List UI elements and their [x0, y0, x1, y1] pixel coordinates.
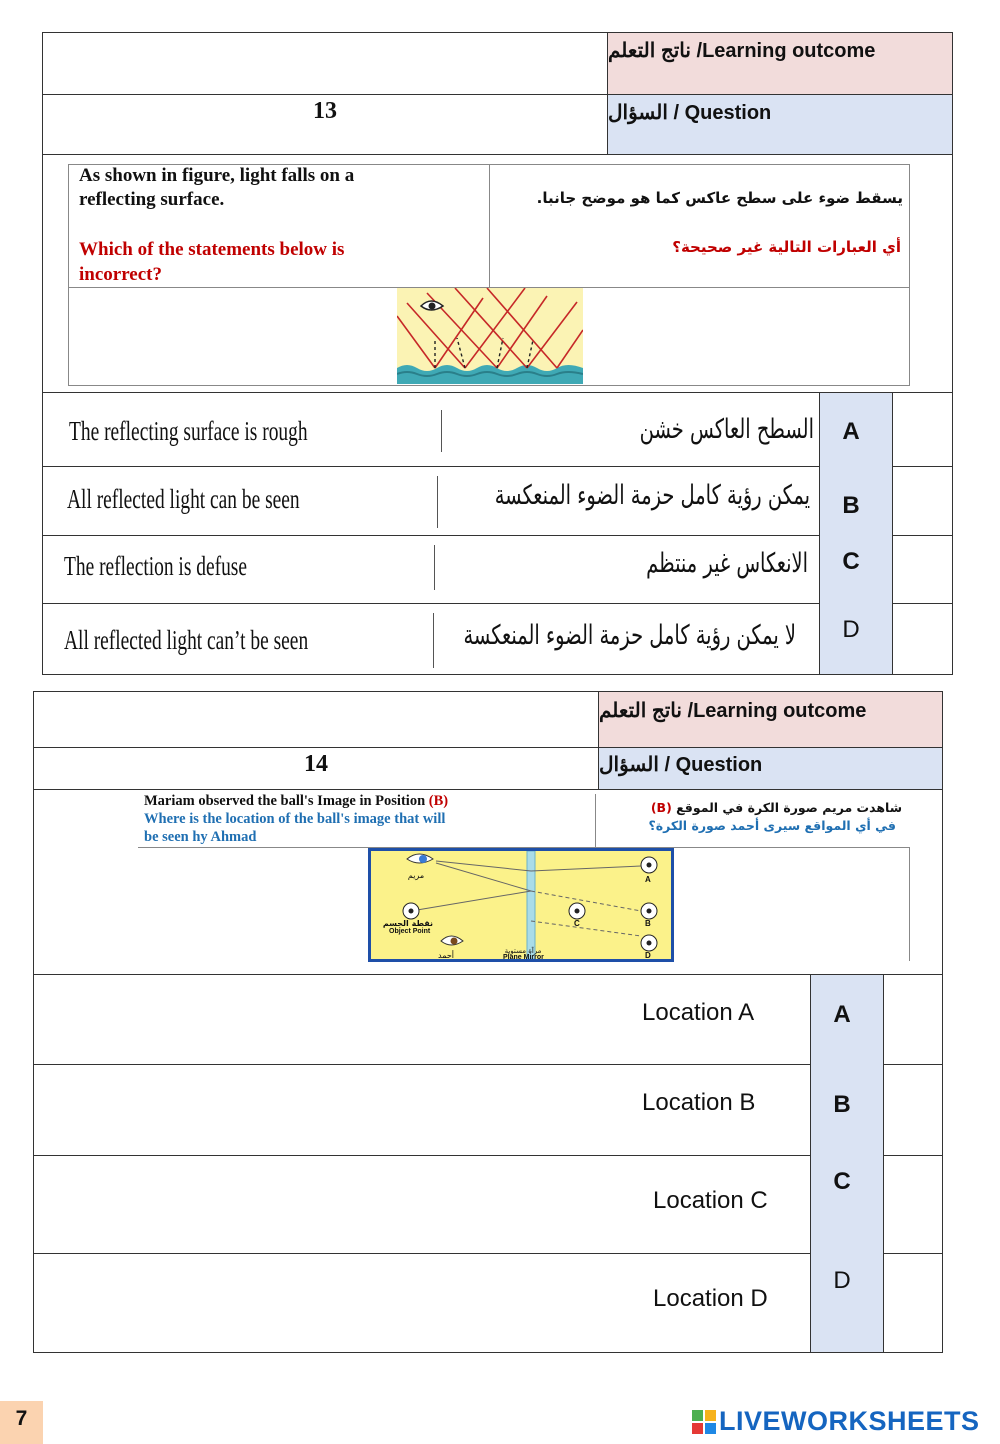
option-a-en: The reflecting surface is rough [69, 416, 308, 446]
location-d-letter: D [833, 1267, 851, 1294]
stem14-ar-line2: في أي المواقع سيرى أحمد صورة الكرة؟ [648, 818, 896, 833]
location-b-letter: B [833, 1091, 851, 1118]
stem-en-question-line2: incorrect? [79, 264, 162, 285]
option-c-en: The reflection is defuse [64, 551, 247, 581]
option-b-ar: يمكن رؤية كامل حزمة الضوء المنعكسة [494, 480, 810, 511]
stem-en-line1: As shown in figure, light falls on a [79, 165, 355, 186]
stem-en-line2: reflecting surface. [79, 189, 225, 210]
stem14-en-line1: Mariam observed the ball's Image in Position (B) [144, 793, 449, 809]
location-b-answer-box[interactable] [884, 1065, 942, 1155]
fig-object-en: Object Point [389, 928, 431, 935]
option-b-en: All reflected light can be seen [67, 484, 300, 514]
fig-mirror-ar: مرآة مستوية [504, 947, 542, 955]
option-c-answer-box[interactable] [893, 536, 952, 603]
location-a-text: Location A [642, 999, 755, 1026]
stem-en-question-line1: Which of the statements below is [79, 239, 345, 260]
page-number: 7 [15, 1407, 28, 1430]
plane-mirror-figure [368, 848, 674, 962]
option-d-letter: D [842, 616, 860, 643]
option-letter-column-14 [811, 975, 883, 1352]
learning-outcome-value-14[interactable] [34, 692, 598, 747]
fig-point-b: B [645, 919, 651, 928]
question-number-14: 14 [304, 751, 328, 777]
fig-mariam: مريم [407, 871, 425, 880]
liveworksheets-wordmark: LIVEWORKSHEETS [719, 1406, 980, 1436]
stem-ar-question: أي العبارات التالية غير صحيحة؟ [672, 238, 901, 256]
learning-outcome-value[interactable] [43, 33, 607, 94]
question-label: Question / السؤال [608, 102, 772, 124]
fig-point-d: D [645, 951, 651, 960]
option-d-en: All reflected light can’t be seen [64, 625, 309, 655]
option-c-letter: C [842, 548, 860, 575]
fig-point-a: A [645, 875, 651, 884]
location-d-text: Location D [653, 1285, 768, 1312]
stem14-en-line3: be seen hy Ahmad [144, 829, 257, 845]
location-c-letter: C [833, 1168, 851, 1195]
option-a-ar: السطح العاكس خشن [639, 414, 814, 445]
liveworksheets-logo [692, 1406, 988, 1438]
stem-ar: يسقط ضوء على سطح عاكس كما هو موضح جانبا. [536, 189, 903, 207]
location-c-text: Location C [653, 1187, 768, 1214]
option-b-answer-box[interactable] [893, 467, 952, 535]
option-a-answer-box[interactable] [893, 393, 952, 466]
option-a-letter: A [842, 418, 860, 445]
location-a-answer-box[interactable] [884, 975, 942, 1064]
learning-outcome-label-14: Learning outcome/ ناتج التعلم [599, 700, 867, 722]
question-number: 13 [313, 98, 337, 124]
diffuse-reflection-figure [397, 288, 583, 384]
fig-mirror-en: Plane Mirror [503, 954, 544, 961]
location-d-answer-box[interactable] [884, 1254, 942, 1352]
option-c-ar: الانعكاس غير منتظم [646, 548, 808, 579]
liveworksheets-logo-icon [692, 1410, 716, 1434]
option-d-ar: لا يمكن رؤية كامل حزمة الضوء المنعكسة [463, 620, 796, 651]
fig-object-ar: نقطة الجسم [382, 919, 433, 928]
option-d-answer-box[interactable] [893, 604, 952, 674]
stem14-ar-line1: شاهدت مريم صورة الكرة في الموقع (B) [650, 800, 902, 815]
stem14-en-line2: Where is the location of the ball's image that will [144, 811, 446, 827]
question-label-14: Question / السؤال [599, 754, 763, 776]
location-b-text: Location B [642, 1089, 756, 1116]
learning-outcome-label: Learning outcome/ ناتج التعلم [608, 40, 876, 62]
location-a-letter: A [833, 1001, 851, 1028]
option-b-letter: B [842, 492, 860, 519]
fig-ahmad: أحمد [438, 951, 454, 960]
fig-point-c: C [574, 919, 580, 928]
location-c-answer-box[interactable] [884, 1156, 942, 1253]
